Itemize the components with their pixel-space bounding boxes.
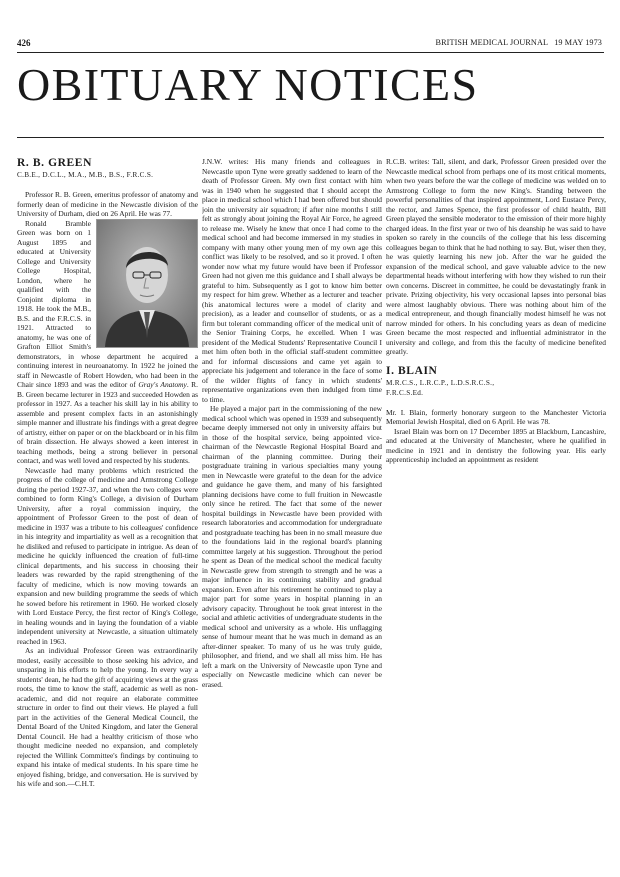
blain-paragraph-2: Israel Blain was born on 17 December 1895 at Blackburn, Lancashire, and educated at the University of Manchester, where he qualified in medicine in 1921 and in dentistry the following year. His early apprenticeship included an appointment as resident [386, 426, 606, 464]
green-paragraph-4: As an individual Professor Green was extraordinarily modest, easily accessible to those seeking his advice, and unsparing in his efforts to help the young. In every way a students' dean, he had the gift of acquiring views at the grass roots, the time to know the staff, academic as well as non-academic, and did not require an elaborate committee structure in order to find out their views. He played a full part in the activities of the General Medical Council, the Dental Board of the United Kingdom, and later the General Dental Council. He had a healthy criticism of those who thought medicine needed no expansion, and completely rejected the Willink Committee's findings by continuing to expand his intake of medical students. In his spare time he enjoyed fishing, bridge, and conversation. He is survived by his wife and son.—C.H.T. [17, 646, 198, 788]
column-2 [202, 157, 382, 847]
green-paragraph-3: Newcastle had many problems which restricted the progress of the college of medicine and Armstrong College during the period 1927-37, and when the two colleges were combined to form King's College, a division of Durham University, after a royal commission inquiry, the appointment of Professor Green to the post of dean of medicine in 1937 was a tribute to his colleagues' confidence in his integrity and impartiality as well as a recognition that he disliked and refused to participate in intrigue. As dean of medicine he quickly influenced the creation of full-time clinical departments, and his success in choosing their leaders was rewarded by the rapid strengthening of the faculty of medicine, which is now moving towards an expansion and new building programme the seeds of which he sowed before his retirement in 1960. He worked closely with Lord Eustace Percy, the first rector of King's College, in healing wounds and in laying the foundation of a viable independent university at Newcastle, a situation ultimately reached in 1963. [17, 465, 198, 646]
rcb-paragraph-1: R.C.B. writes: Tall, silent, and dark, Professor Green presided over the Newcastle medical school from perhaps one of its most critical moments, when two years before the war the college of medicine was welded on to Armstrong College to form the new King's. Standing between the powerful personalities of that inspired appointment, Lord Eustace Percy, the rector, and James Spence, the first professor of child health, Bill Green played the sensible moderator to the emission of their more highly charged ideas. In the first year or two of his deanship he was said to have spoken so rarely in the councils of the college that his less discerning colleagues began to think that he had nothing to say. But, wiser then they, he was quietly learning his new job. After the war he guided the expansion of the medical school, and gave valuable advice to the new departmental heads without interfering with how they wished to run their own concerns. Discreet in committee, he could be devastatingly frank in private. Prizing objectivity, his very occasional lapses into personal bias were almost laughably obvious. There was nothing about him of the medical entrepreneur, and though financially modest himself he was not narrow minded for others. In his concluding years as dean of medicine Green became the most respected and influential administrator in the university and college, and from this the faculty of medicine benefited greatly. [386, 157, 606, 356]
blain-paragraph-1: Mr. I. Blain, formerly honorary surgeon to the Manchester Victoria Memorial Jewish Hospital, died on 6 April. He was 78. [386, 407, 606, 426]
book-title: Gray's Anatomy [138, 380, 187, 389]
section-title: OBITUARY NOTICES [17, 59, 479, 110]
green-paragraph-2a: Ronald Bramble Green was born on 1 August 1895 and educated at University College and University College Hospital, London, where he qualified with the Conjoint diploma in 1918. He took the M.B., B.S. and the F.R.C.S. in 1921. Attracted to anatomy, he was one of Grafton Elliot Smith's demonstrators, in whose department he acquired a continuing interest in neuroanatomy. In 1922 he joined the staff in Newcastle of Robert Howden, who had been in the Chair since 1893 and was the editor of [17, 218, 198, 389]
green-paragraph-2b: . R. B. Green became lecturer in 1923 and succeeded Howden as professor in 1927. As a teacher his skill lay in his ability to assemble and present complex facts in an astonishingly simple manner and illustrate his findings with a great degree of artistry, either on paper or on the blackboard or in his film of brain dissection. He always showed a keen interest in teaching methods, being a strong believer in personal contact, and was well loved and respected by his students. [17, 380, 198, 465]
jnw-paragraph-1: J.N.W. writes: His many friends and colleagues in Newcastle upon Tyne were greatly saddened to learn of the death of Professor Green. My own first contact with him was in 1940 when he suggested that I should accept the place in medical school which I had been offered but should join the university air squadron; if after nine months I still felt as strongly about joining the Royal Air Force, he agreed to release me. Wisely he knew that once I had come to the medical school and had become immersed in my studies in company with many other young men of my own age this conflict was likely to be resolved, and so it proved. I often wonder now what my future would have been if Professor Green had not given me this guidance and I shall always be grateful to him. Subsequently as I got to know him better my respect for him grew. Whether as a lecturer and teacher (his anatomical lectures were a model of clarity and precision), as a leader and counsellor of students, or as a firm but tolerant commanding officer of the medical unit of the Senior Training Corps, he excelled. When I was president of the Medical Students' Representative Council I met him often both in the official staff-student committee and for informal discussions and came yet again to appreciate his judgement and tolerance in the face of some of the wilder flights of fancy in which students' representative organizations even then indulged from time to time. [202, 157, 382, 404]
column-3 [386, 157, 606, 847]
obituary-green-name: R. B. GREEN [17, 157, 92, 169]
portrait-photo [96, 219, 198, 348]
jnw-paragraph-2: He played a major part in the commissioning of the new medical school which was opened in 1939 and subsequently became deeply immersed not only in university affairs but in those of the hospital service, being appointed vice-chairman of the Newcastle Regional Hospital Board and chairman of the planning committee. During their postgraduate training in various specialties many young men in Newcastle were grateful to the dean for the advice and guidance he gave them, and many of his farsighted planning decisions have come to full fruition in Newcastle only since he retired. The fact that some of the newer hospital buildings in Newcastle have been provided with research laboratories and accommodation for undergraduate and postgraduate teaching has been in no small measure due to the foundations laid in the regional board's planning committee largely at his suggestion. Throughout the period he spent as Dean of the medical school the medical faculty in Newcastle grew from strength to strength and he was a major influence in its continuing stability and gradual expansion. Even after his retirement he continued to play a major part for some years in hospital planning in an advisory capacity. Throughout he took great interest in the social and athletic activities of undergraduate students in the medical school and university as a whole. His unflagging sense of humour meant that he was much in demand as an after-dinner speaker. To many of us he was truly guide, philosopher, and friend, and we shall all miss him. He has left a mark on the University of Newcastle upon Tyne and especially on Newcastle medicine which can never be erased. [202, 404, 382, 689]
running-head: BRITISH MEDICAL JOURNAL 19 MAY 1973 [435, 38, 602, 47]
page-number: 426 [17, 38, 31, 48]
obituary-blain-qualifications-2: F.R.C.S.Ed. [386, 388, 424, 397]
header-rule [17, 52, 604, 53]
title-rule [17, 137, 604, 138]
obituary-green-qualifications: C.B.E., D.C.L., M.A., M.B., B.S., F.R.C.S. [17, 171, 154, 179]
column-1 [17, 157, 198, 847]
obituary-blain-qualifications-1: M.R.C.S., L.R.C.P., L.D.S.R.C.S., [386, 378, 495, 387]
obituary-blain-name: I. BLAIN [386, 364, 438, 377]
green-paragraph-1: Professor R. B. Green, emeritus professor of anatomy and formerly dean of medicine in the Newcastle division of the University of Durham, died on 26 April. He was 77. [17, 190, 198, 218]
portrait-image [97, 220, 197, 347]
